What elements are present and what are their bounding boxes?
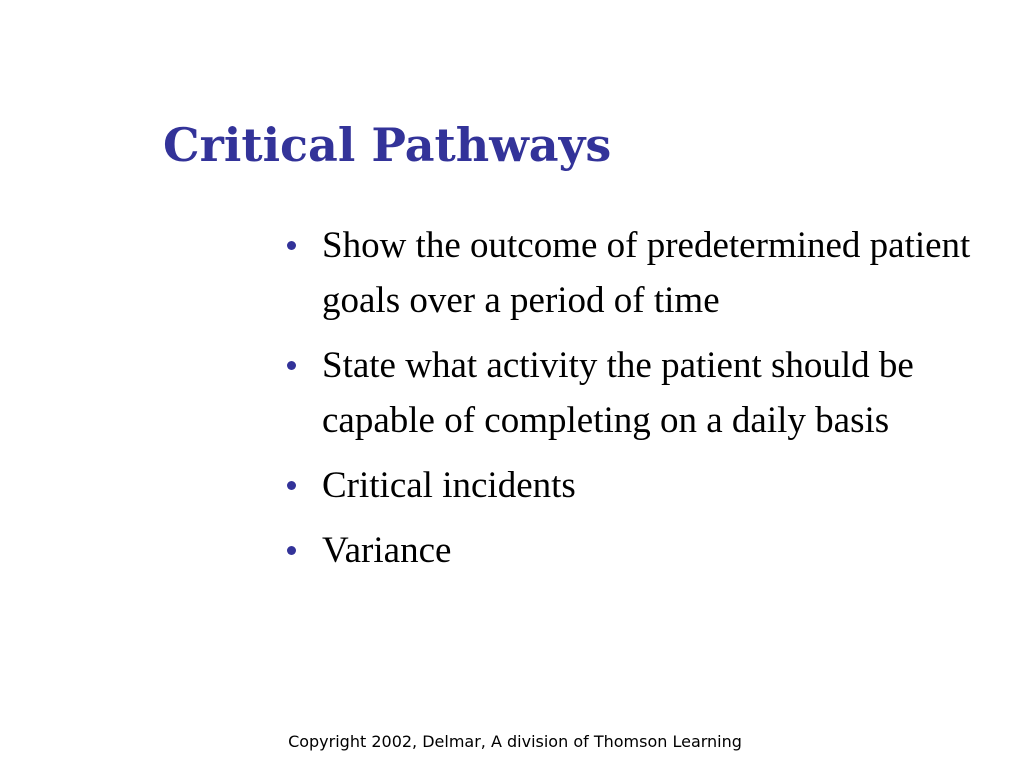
bullet-text: State what activity the patient should be capable of completing on a daily basis [322, 345, 914, 441]
bullet-list [285, 218, 985, 588]
bullet-item [285, 338, 985, 448]
bullet-dot-icon [287, 361, 296, 370]
bullet-text: Variance [322, 530, 452, 571]
slide-title: Critical Pathways [163, 118, 612, 172]
bullet-dot-icon [287, 481, 296, 490]
bullet-dot-icon [287, 546, 296, 555]
bullet-item [285, 458, 985, 513]
bullet-text: Show the outcome of predetermined patient goals over a period of time [322, 225, 971, 321]
bullet-text: Critical incidents [322, 465, 576, 506]
bullet-item [285, 218, 985, 328]
copyright-footer: Copyright 2002, Delmar, A division of Thomson Learning [288, 732, 742, 751]
bullet-item [285, 523, 985, 578]
bullet-dot-icon [287, 241, 296, 250]
